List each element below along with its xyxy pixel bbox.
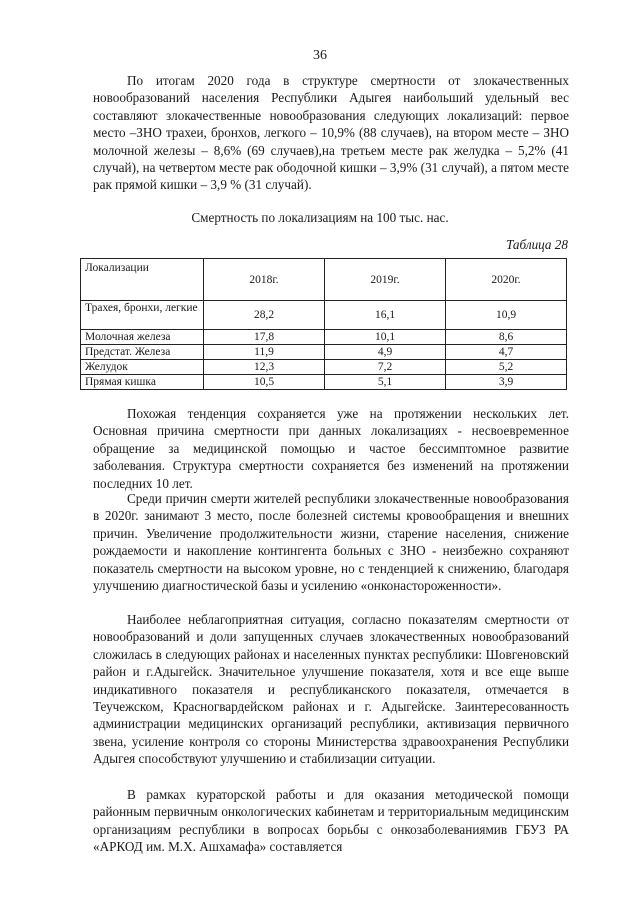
- table-row: [81, 345, 567, 360]
- cell-value-2019: 10,1: [325, 330, 446, 345]
- cell-localization: Прямая кишка: [81, 375, 204, 390]
- cell-value-2018: 17,8: [204, 330, 325, 345]
- column-header-2019: 2019г.: [325, 259, 446, 301]
- column-header-2018: 2018г.: [204, 259, 325, 301]
- cell-value-2018: 28,2: [204, 301, 325, 330]
- cell-value-2019: 7,2: [325, 360, 446, 375]
- table-row: [81, 301, 567, 330]
- cell-value-2018: 11,9: [204, 345, 325, 360]
- table-row: [81, 375, 567, 390]
- paragraph-trend: Похожая тенденция сохраняется уже на протяжении нескольких лет. Основная причина смертности при данных локализациях - несвоевременное обращение за медицинской помощью и частое бессимптомное развитие заболевания. Структура смертности сохраняется без изменений на протяжении последних 10 лет.: [93, 406, 569, 491]
- cell-value-2020: 4,7: [446, 345, 567, 360]
- cell-localization: Предстат. Железа: [81, 345, 204, 360]
- cell-value-2020: 10,9: [446, 301, 567, 330]
- cell-value-2020: 8,6: [446, 330, 567, 345]
- table-header-row: [81, 259, 567, 301]
- table-label: Таблица 28: [506, 237, 568, 252]
- paragraph-curatorial-work: В рамках кураторской работы и для оказания методической помощи районным первичным онкологических кабинетам и территориальным медицинским организациям республики в вопросах борьбы с онкозаболеваниямив ГБУЗ РА «АРКОД им. М.Х. Ашхамафа» составляется: [93, 787, 569, 855]
- cell-value-2019: 5,1: [325, 375, 446, 390]
- cell-value-2019: 16,1: [325, 301, 446, 330]
- paragraph-mortality-structure: По итогам 2020 года в структуре смертности от злокачественных новообразований населения Республики Адыгея наибольший удельный вес составляют злокачественные новообразования следующих локализаций: первое место –ЗНО трахеи, бронхов, легкого – 10,9% (88 случаев), на втором месте – ЗНО молочной железы – 8,6% (69 случаев),на третьем месте рак желудка – 5,2% (41 случай), на четвертом месте рак ободочной кишки – 3,9% (31 случай), а пятом месте рак прямой кишки – 3,9 % (31 случай).: [93, 73, 569, 193]
- mortality-table: [80, 258, 567, 390]
- paragraph-causes-of-death: Среди причин смерти жителей республики злокачественные новообразования в 2020г. занимают 3 место, после болезней системы кровообращения и внешних причин. Увеличение продолжительности жизни, старение населения, снижение рождаемости и накопление контингента больных с ЗНО - неизбежно сохраняют показатель смертности на высоком уровне, но с тенденцией к снижению, благодаря улучшению диагностической базы и усилению «онконастороженности».: [93, 491, 569, 594]
- table-caption: Смертность по локализациям на 100 тыс. нас.: [191, 210, 449, 225]
- cell-localization: Желудок: [81, 360, 204, 375]
- cell-value-2020: 3,9: [446, 375, 567, 390]
- cell-localization: Молочная железа: [81, 330, 204, 345]
- table-row: [81, 330, 567, 345]
- table-row: [81, 360, 567, 375]
- cell-value-2019: 4,9: [325, 345, 446, 360]
- cell-value-2018: 10,5: [204, 375, 325, 390]
- cell-localization: Трахея, бронхи, легкие: [81, 301, 204, 330]
- column-header-localization: Локализации: [81, 259, 204, 301]
- column-header-2020: 2020г.: [446, 259, 567, 301]
- cell-value-2020: 5,2: [446, 360, 567, 375]
- paragraph-districts: Наиболее неблагоприятная ситуация, согласно показателям смертности от новообразований и доли запущенных случаев злокачественных новообразований сложилась в следующих районах и населенных пунктах республики: Шовгеновский район и г.Адыгейск. Значительное улучшение показателя, хотя и все еще выше индикативного показателя и республиканского показателя, отмечается в Теучежском, Красногвардейском районах и г. Адыгейске. Заинтересованность администрации медицинских организаций республики, активизация первичного звена, усиление контроля со стороны Министерства здравоохранения Республики Адыгея способствуют улучшению и стабилизации ситуации.: [93, 612, 569, 767]
- page-number: 36: [313, 48, 327, 63]
- cell-value-2018: 12,3: [204, 360, 325, 375]
